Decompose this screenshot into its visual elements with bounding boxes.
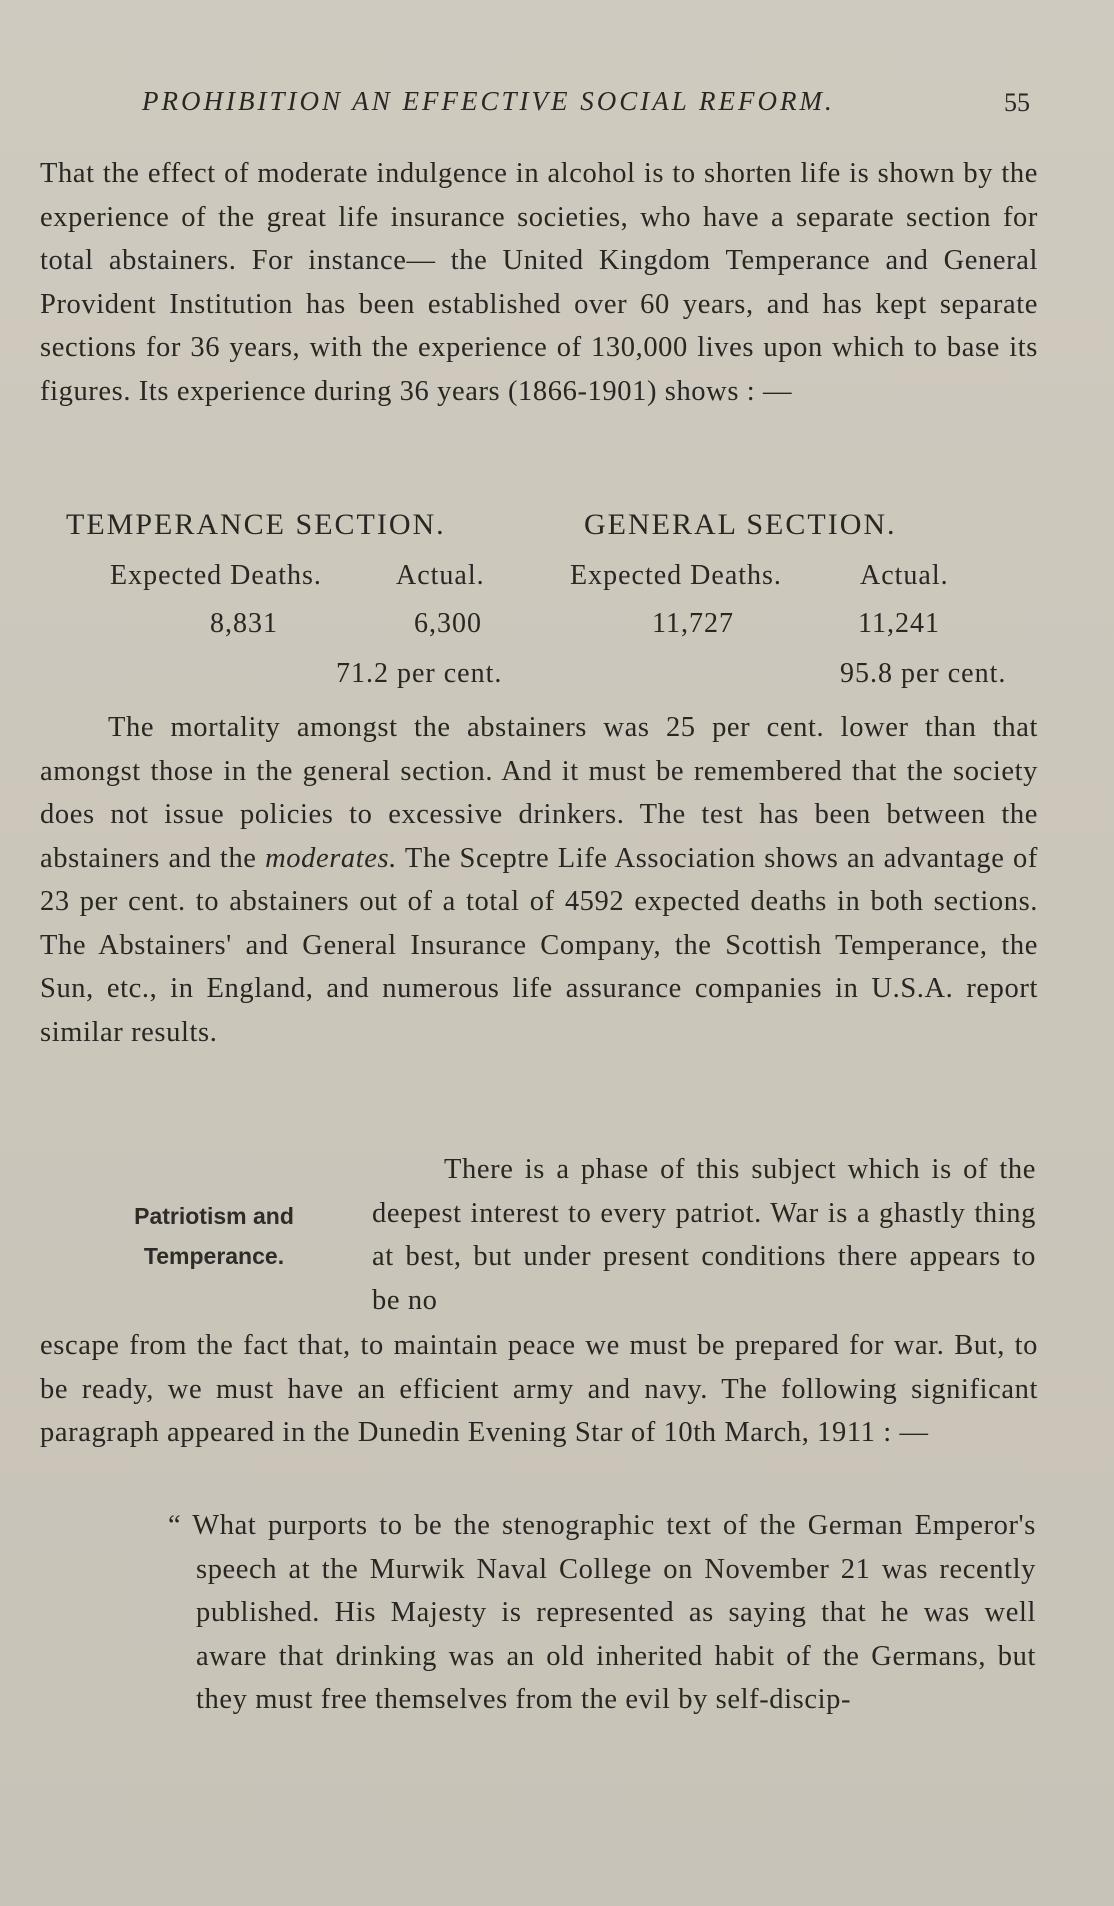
general-expected-label: Expected Deaths.: [570, 560, 782, 591]
mortality-table: [40, 508, 1040, 698]
paragraph-patriotism-text: There is a phase of this subject which is of the deepest interest to every patriot. War is a ghastly thing at best, but under present conditions there appears to be no: [372, 1154, 1036, 1316]
general-actual-label: Actual.: [860, 560, 949, 591]
running-title: PROHIBITION AN EFFECTIVE SOCIAL REFORM.: [142, 86, 835, 116]
page-number: 55: [1004, 88, 1030, 117]
paragraph-patriotism-start: [372, 1148, 1036, 1322]
margin-sidenote: [84, 1196, 344, 1276]
paragraph-mortality-text-cont: The Sceptre Life Association shows an advantage of 23 per cent. to abstainers out of a total of 4592 expected deaths in both sections. The Abstainers' and General Insurance Company, the Scottish Temperance, the Sun, etc., in England, and numerous life assurance companies in U.S.A. report similar results.: [40, 842, 1038, 1048]
temperance-actual-label: Actual.: [396, 560, 485, 591]
temperance-expected-value: 8,831: [210, 608, 278, 639]
paragraph-life-insurance: That the effect of moderate indulgence in alcohol is to shorten life is shown by the experience of the great life insurance societies, who have a separate section for total abstainers. For instance— the United Kingdom Temperance and General Provident Institution has been established over 60 years, and has kept separate sections for 36 years, with the experience of 130,000 lives upon which to base its figures. Its experience during 36 years (1866-1901) shows : —: [40, 158, 1038, 407]
general-percent: 95.8 per cent.: [840, 658, 1007, 689]
temperance-section-heading: TEMPERANCE SECTION.: [66, 508, 446, 541]
general-section-heading: GENERAL SECTION.: [584, 508, 897, 541]
paragraph-mortality-text: The mortality amongst the abstainers was 25 per cent. lower than that amongst those in the general section. And it must be remembered that the society does not issue policies to excessive drinkers. The test has been between the abstainers and the: [40, 712, 1038, 874]
temperance-expected-label: Expected Deaths.: [110, 560, 322, 591]
paragraph-patriotism-continued: escape from the fact that, to maintain peace we must be prepared for war. But, to be ready, we must have an efficient army and navy. The following significant paragraph appeared in the Dunedin Evening Star of 10th March, 1911 : —: [40, 1330, 1038, 1448]
moderates-italic: moderates.: [265, 842, 397, 874]
paragraph-mortality: [40, 706, 1038, 1054]
temperance-actual-value: 6,300: [414, 608, 482, 639]
sidenote-line-2: Temperance.: [143, 1243, 285, 1269]
sidenote-line-1: Patriotism and: [134, 1203, 294, 1229]
general-actual-value: 11,241: [858, 608, 940, 639]
temperance-percent: 71.2 per cent.: [336, 658, 503, 689]
general-expected-value: 11,727: [652, 608, 734, 639]
emperor-speech-quote: “ What purports to be the stenographic text of the German Emperor's speech at the Murwik Naval College on November 21 was recently published. His Majesty is represented as saying that he was well aware that drinking was an old inherited habit of the Germans, but they must free themselves from the evil by self-discip-: [168, 1510, 1036, 1715]
page-header: [142, 86, 1030, 126]
